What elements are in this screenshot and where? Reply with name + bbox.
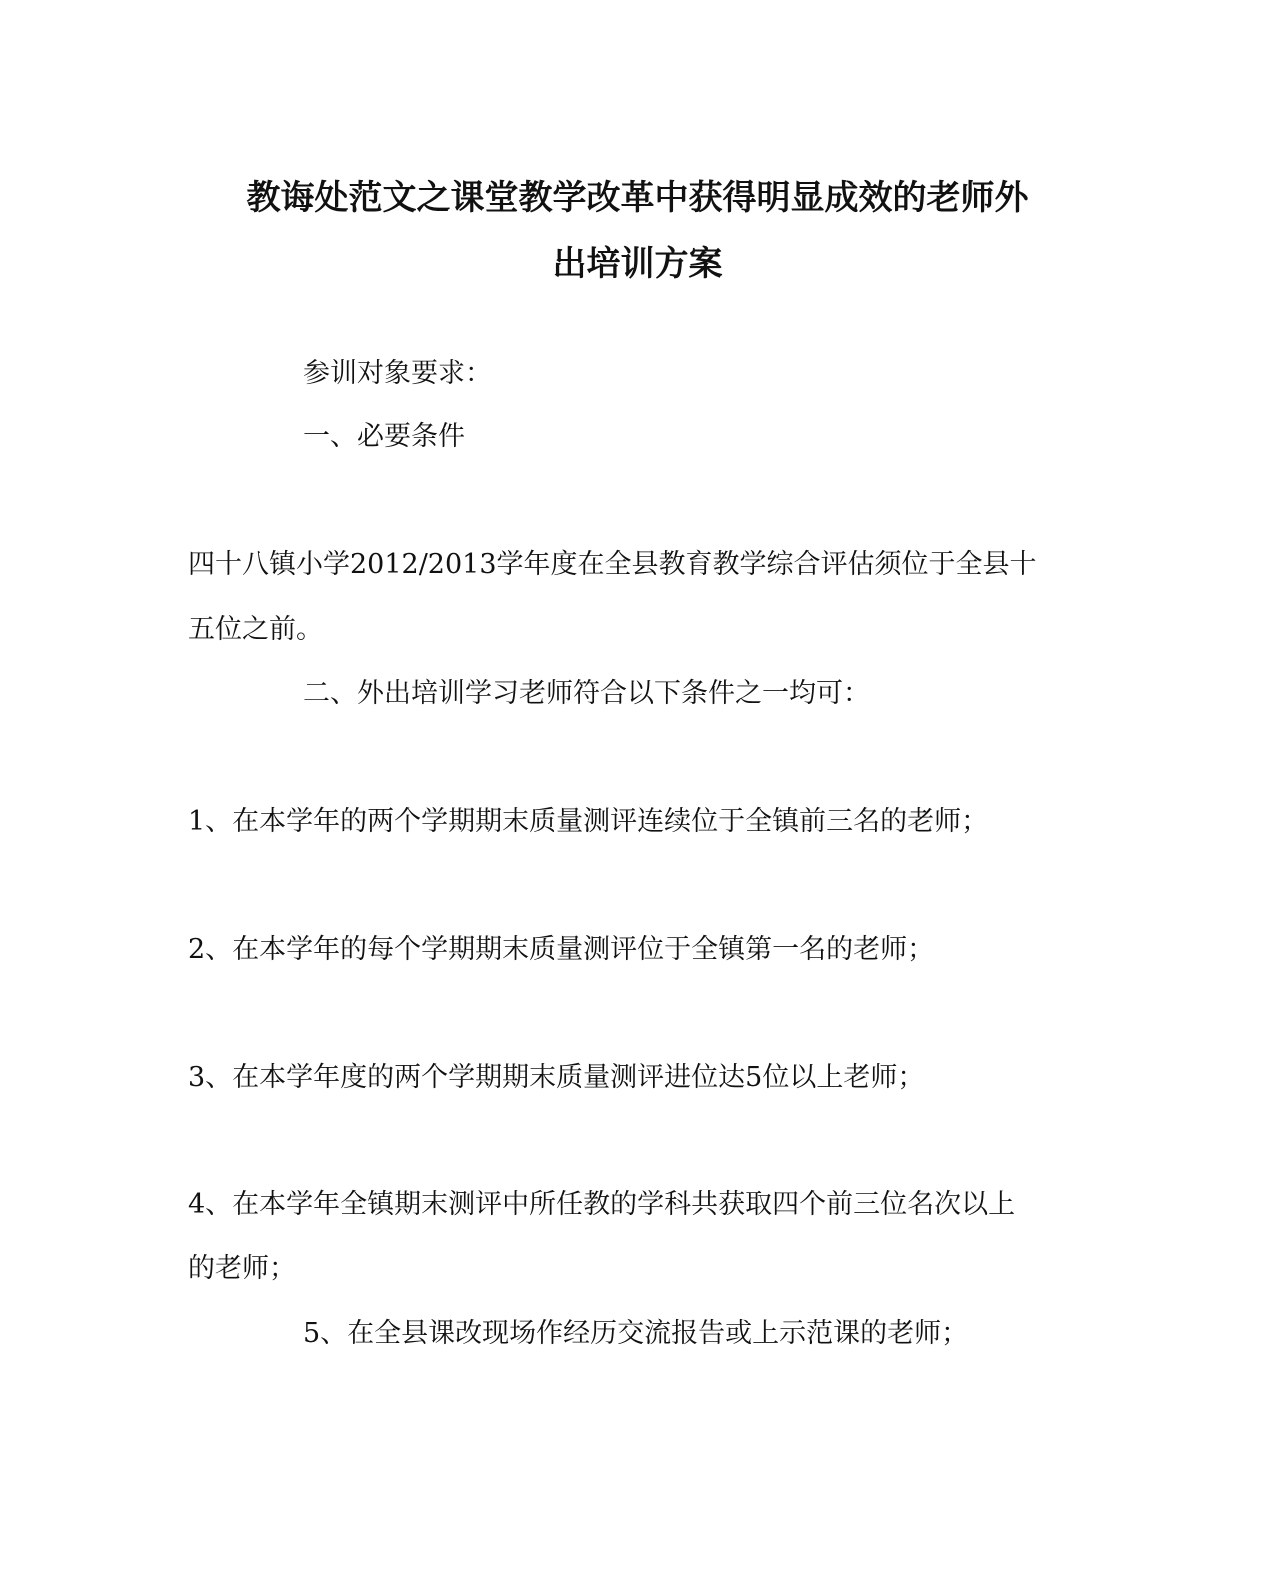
list-item-condition-4-line-2: 的老师； <box>188 1253 296 1284</box>
list-item-condition-2: 2、在本学年的每个学期期末质量测评位于全镇第一名的老师； <box>188 934 935 965</box>
list-item-condition-4-line-1: 4、在本学年全镇期末测评中所任教的学科共获取四个前三位名次以上 <box>188 1189 1016 1220</box>
paragraph-section-one-heading: 一、必要条件 <box>303 421 465 452</box>
list-item-condition-3: 3、在本学年度的两个学期期末质量测评进位达5位以上老师； <box>188 1062 925 1093</box>
document-title-line-1: 教诲处范文之课堂教学改革中获得明显成效的老师外 <box>246 178 1029 218</box>
document-title-line-2: 出培训方案 <box>552 244 723 284</box>
paragraph-ranking-condition-line-2: 五位之前。 <box>188 614 323 645</box>
paragraph-participant-requirements: 参训对象要求： <box>303 358 492 389</box>
list-item-condition-1: 1、在本学年的两个学期期末质量测评连续位于全镇前三名的老师； <box>188 806 989 837</box>
paragraph-ranking-condition-line-1: 四十八镇小学2012/2013学年度在全县教育教学综合评估须位于全县十 <box>188 549 1037 580</box>
list-item-condition-5: 5、在全县课改现场作经历交流报告或上示范课的老师； <box>303 1318 969 1349</box>
paragraph-section-two-heading: 二、外出培训学习老师符合以下条件之一均可： <box>303 678 870 709</box>
